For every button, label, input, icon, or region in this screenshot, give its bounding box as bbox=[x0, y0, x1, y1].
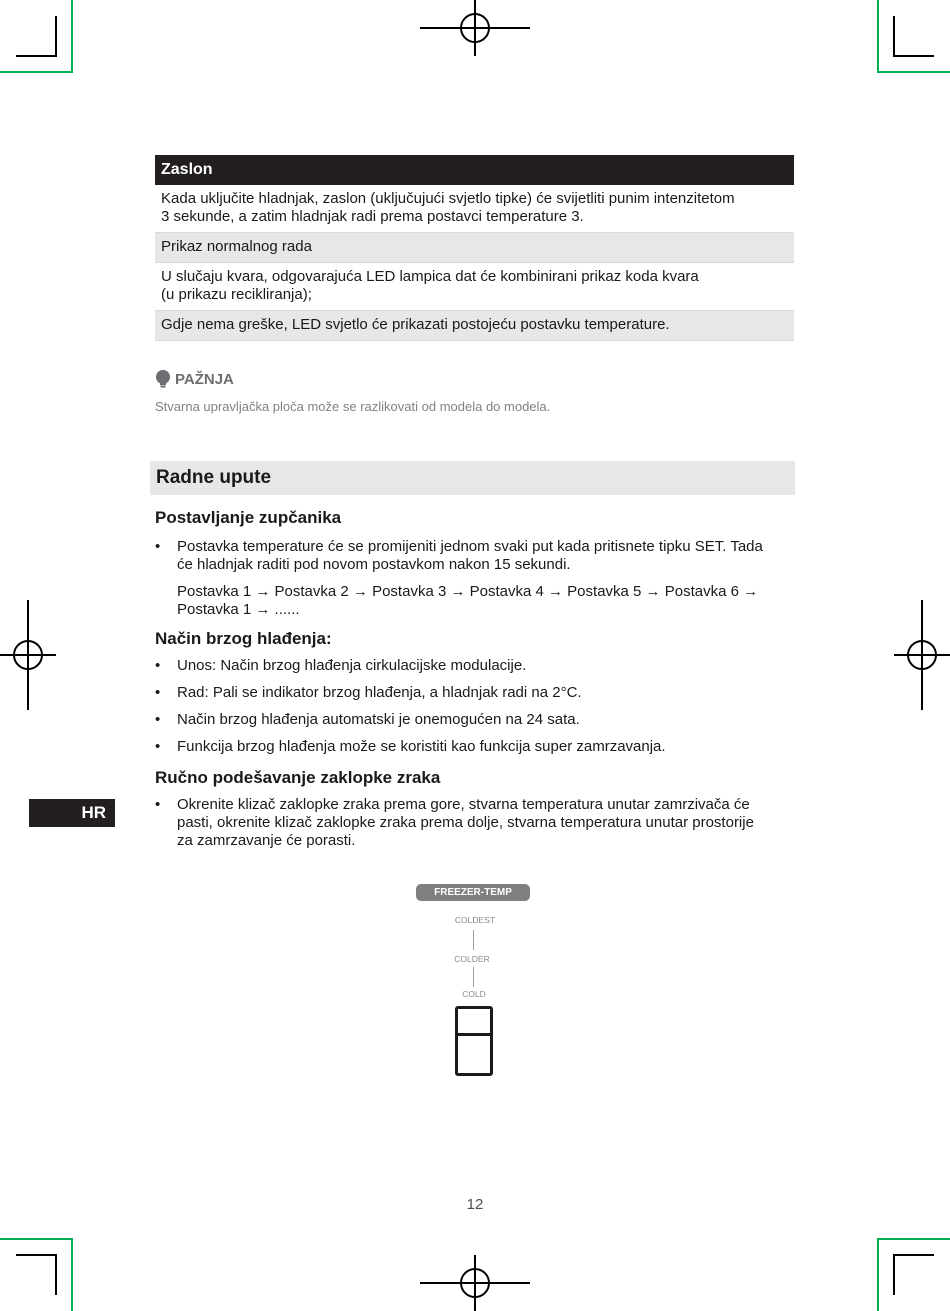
table-row-text: 3 sekunde, a zatim hladnjak radi prema postavci temperature 3. bbox=[161, 208, 584, 225]
freezer-temp-figure bbox=[410, 884, 540, 1084]
table-row bbox=[155, 233, 794, 263]
list-item-text: će hladnjak raditi pod novom postavkom nakon 15 sekundi. bbox=[177, 556, 571, 573]
instructions-content bbox=[155, 506, 795, 850]
list-item bbox=[155, 796, 795, 850]
table-row-text: Prikaz normalnog rada bbox=[161, 238, 312, 255]
list-item: • Unos: Način brzog hlađenja cirkulacijske modulacije. bbox=[155, 657, 795, 675]
level-tick bbox=[473, 930, 474, 950]
section-title: Radne upute bbox=[156, 467, 272, 488]
table-row-text: U slučaju kvara, odgovarajuća LED lampica dat će kombinirani prikaz koda kvara bbox=[161, 268, 699, 285]
caution-text: Stvarna upravljačka ploča može se razlikovati od modela do modela. bbox=[155, 399, 551, 414]
lightbulb-icon bbox=[155, 370, 171, 388]
list-item: • Način brzog hlađenja automatski je onemogućen na 24 sata. bbox=[155, 711, 795, 729]
list-item-text: pasti, okrenite klizač zaklopke zraka prema dolje, stvarna temperatura unutar prostorije bbox=[177, 814, 754, 831]
heading-gear-setting: Postavljanje zupčanika bbox=[155, 508, 342, 527]
list-item-text: za zamrzavanje će porasti. bbox=[177, 832, 356, 849]
heading-air-damper: Ručno podešavanje zaklopke zraka bbox=[155, 768, 441, 787]
table-header: Zaslon bbox=[155, 155, 794, 185]
caution-note bbox=[155, 369, 795, 414]
table-row bbox=[155, 263, 794, 311]
table-row-text: (u prikazu recikliranja); bbox=[161, 286, 312, 303]
list-item: • Rad: Pali se indikator brzog hlađenja, a hladnjak radi na 2°C. bbox=[155, 684, 795, 702]
section-header bbox=[150, 461, 795, 495]
freezer-temp-label: FREEZER-TEMP bbox=[416, 884, 530, 901]
fridge-divider bbox=[458, 1033, 490, 1036]
list-item bbox=[155, 538, 795, 574]
level-label: COLDER bbox=[454, 954, 490, 964]
sequence-text: Postavka 1 → Postavka 2 → Postavka 3 → Postavka 4 → Postavka 5 → Postavka 6 → bbox=[177, 583, 759, 600]
display-table bbox=[155, 155, 794, 341]
level-label: COLD bbox=[462, 989, 486, 999]
heading-quick-cooling: Način brzog hlađenja: bbox=[155, 629, 332, 648]
caution-title: PAŽNJA bbox=[175, 370, 234, 388]
list-item-text: • Okrenite klizač zaklopke zraka prema gore, stvarna temperatura unutar zamrzivača će bbox=[177, 796, 750, 813]
language-tab: HR bbox=[29, 799, 115, 827]
fridge-icon bbox=[455, 1006, 493, 1076]
table-row-text: Kada uključite hladnjak, zaslon (uključujući svjetlo tipke) će svijetliti punim intenzitetom bbox=[161, 190, 735, 207]
level-label: COLDEST bbox=[454, 915, 496, 925]
table-row-text: Gdje nema greške, LED svjetlo će prikazati postojeću postavku temperature. bbox=[161, 316, 670, 333]
list-item: • Funkcija brzog hlađenja može se koristiti kao funkcija super zamrzavanja. bbox=[155, 738, 795, 756]
table-row bbox=[155, 185, 794, 233]
table-row bbox=[155, 311, 794, 341]
level-tick bbox=[473, 967, 474, 987]
page-number: 12 bbox=[466, 1196, 484, 1213]
setting-sequence bbox=[155, 583, 795, 619]
list-item-text: • Postavka temperature će se promijeniti jednom svaki put kada pritisnete tipku SET. Tada bbox=[177, 538, 763, 555]
sequence-text: Postavka 1 → ...... bbox=[177, 601, 300, 618]
